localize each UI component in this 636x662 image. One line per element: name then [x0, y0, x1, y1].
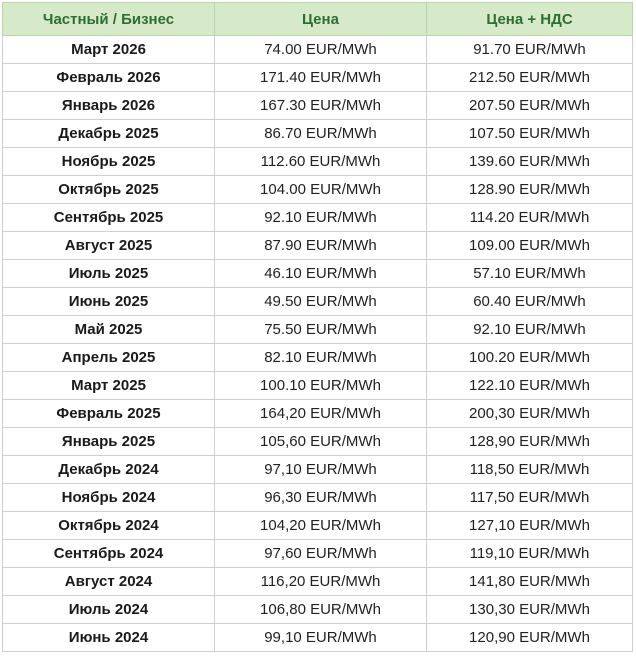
table-row — [3, 400, 633, 428]
price-with-vat-cell: 128.90 EUR/MWh — [427, 176, 633, 204]
price-with-vat-cell: 114.20 EUR/MWh — [427, 204, 633, 232]
month-cell: Июнь 2024 — [3, 624, 215, 652]
price-cell: 82.10 EUR/MWh — [215, 344, 427, 372]
month-cell: Март 2026 — [3, 36, 215, 64]
month-cell: Август 2024 — [3, 568, 215, 596]
table-row — [3, 624, 633, 652]
table-row — [3, 204, 633, 232]
price-cell: 104.00 EUR/MWh — [215, 176, 427, 204]
table-row — [3, 92, 633, 120]
price-cell: 171.40 EUR/MWh — [215, 64, 427, 92]
price-cell: 87.90 EUR/MWh — [215, 232, 427, 260]
month-cell: Сентябрь 2024 — [3, 540, 215, 568]
table-row — [3, 232, 633, 260]
price-with-vat-cell: 92.10 EUR/MWh — [427, 316, 633, 344]
month-cell: Декабрь 2025 — [3, 120, 215, 148]
price-cell: 100.10 EUR/MWh — [215, 372, 427, 400]
header-row — [3, 3, 633, 36]
price-with-vat-cell: 128,90 EUR/MWh — [427, 428, 633, 456]
price-with-vat-cell: 109.00 EUR/MWh — [427, 232, 633, 260]
month-cell: Июнь 2025 — [3, 288, 215, 316]
price-cell: 167.30 EUR/MWh — [215, 92, 427, 120]
price-cell: 96,30 EUR/MWh — [215, 484, 427, 512]
month-cell: Июль 2025 — [3, 260, 215, 288]
price-with-vat-cell: 130,30 EUR/MWh — [427, 596, 633, 624]
month-cell: Октябрь 2024 — [3, 512, 215, 540]
table-row — [3, 428, 633, 456]
month-cell: Январь 2026 — [3, 92, 215, 120]
table-header — [3, 3, 633, 36]
month-cell: Ноябрь 2025 — [3, 148, 215, 176]
price-with-vat-cell: 117,50 EUR/MWh — [427, 484, 633, 512]
price-cell: 86.70 EUR/MWh — [215, 120, 427, 148]
table-row — [3, 316, 633, 344]
month-cell: Декабрь 2024 — [3, 456, 215, 484]
table-row — [3, 456, 633, 484]
price-with-vat-cell: 141,80 EUR/MWh — [427, 568, 633, 596]
price-cell: 164,20 EUR/MWh — [215, 400, 427, 428]
price-with-vat-cell: 212.50 EUR/MWh — [427, 64, 633, 92]
price-with-vat-cell: 139.60 EUR/MWh — [427, 148, 633, 176]
table-row — [3, 344, 633, 372]
price-cell: 97,60 EUR/MWh — [215, 540, 427, 568]
price-cell: 92.10 EUR/MWh — [215, 204, 427, 232]
price-cell: 49.50 EUR/MWh — [215, 288, 427, 316]
price-with-vat-cell: 120,90 EUR/MWh — [427, 624, 633, 652]
price-with-vat-cell: 100.20 EUR/MWh — [427, 344, 633, 372]
price-cell: 99,10 EUR/MWh — [215, 624, 427, 652]
price-with-vat-cell: 91.70 EUR/MWh — [427, 36, 633, 64]
table-row — [3, 36, 633, 64]
price-cell: 74.00 EUR/MWh — [215, 36, 427, 64]
month-cell: Январь 2025 — [3, 428, 215, 456]
month-cell: Октябрь 2025 — [3, 176, 215, 204]
price-cell: 105,60 EUR/MWh — [215, 428, 427, 456]
table-row — [3, 148, 633, 176]
table-row — [3, 260, 633, 288]
month-cell: Апрель 2025 — [3, 344, 215, 372]
electricity-price-table — [2, 2, 633, 652]
price-cell: 112.60 EUR/MWh — [215, 148, 427, 176]
column-header-price-with-vat: Цена + НДС — [427, 3, 633, 36]
table-row — [3, 288, 633, 316]
table-row — [3, 176, 633, 204]
column-header-customer-type: Частный / Бизнес — [3, 3, 215, 36]
price-cell: 104,20 EUR/MWh — [215, 512, 427, 540]
month-cell: Февраль 2026 — [3, 64, 215, 92]
table-row — [3, 64, 633, 92]
price-with-vat-cell: 207.50 EUR/MWh — [427, 92, 633, 120]
column-header-price: Цена — [215, 3, 427, 36]
price-with-vat-cell: 127,10 EUR/MWh — [427, 512, 633, 540]
price-with-vat-cell: 118,50 EUR/MWh — [427, 456, 633, 484]
price-cell: 75.50 EUR/MWh — [215, 316, 427, 344]
price-with-vat-cell: 200,30 EUR/MWh — [427, 400, 633, 428]
month-cell: Сентябрь 2025 — [3, 204, 215, 232]
table-row — [3, 596, 633, 624]
table-row — [3, 372, 633, 400]
table-row — [3, 568, 633, 596]
price-with-vat-cell: 57.10 EUR/MWh — [427, 260, 633, 288]
price-with-vat-cell: 122.10 EUR/MWh — [427, 372, 633, 400]
table-row — [3, 120, 633, 148]
price-with-vat-cell: 107.50 EUR/MWh — [427, 120, 633, 148]
price-cell: 46.10 EUR/MWh — [215, 260, 427, 288]
price-cell: 97,10 EUR/MWh — [215, 456, 427, 484]
month-cell: Май 2025 — [3, 316, 215, 344]
month-cell: Март 2025 — [3, 372, 215, 400]
month-cell: Июль 2024 — [3, 596, 215, 624]
table-body — [3, 36, 633, 652]
price-cell: 106,80 EUR/MWh — [215, 596, 427, 624]
table-row — [3, 540, 633, 568]
month-cell: Август 2025 — [3, 232, 215, 260]
table-row — [3, 484, 633, 512]
price-cell: 116,20 EUR/MWh — [215, 568, 427, 596]
month-cell: Февраль 2025 — [3, 400, 215, 428]
price-with-vat-cell: 119,10 EUR/MWh — [427, 540, 633, 568]
table-row — [3, 512, 633, 540]
price-with-vat-cell: 60.40 EUR/MWh — [427, 288, 633, 316]
month-cell: Ноябрь 2024 — [3, 484, 215, 512]
